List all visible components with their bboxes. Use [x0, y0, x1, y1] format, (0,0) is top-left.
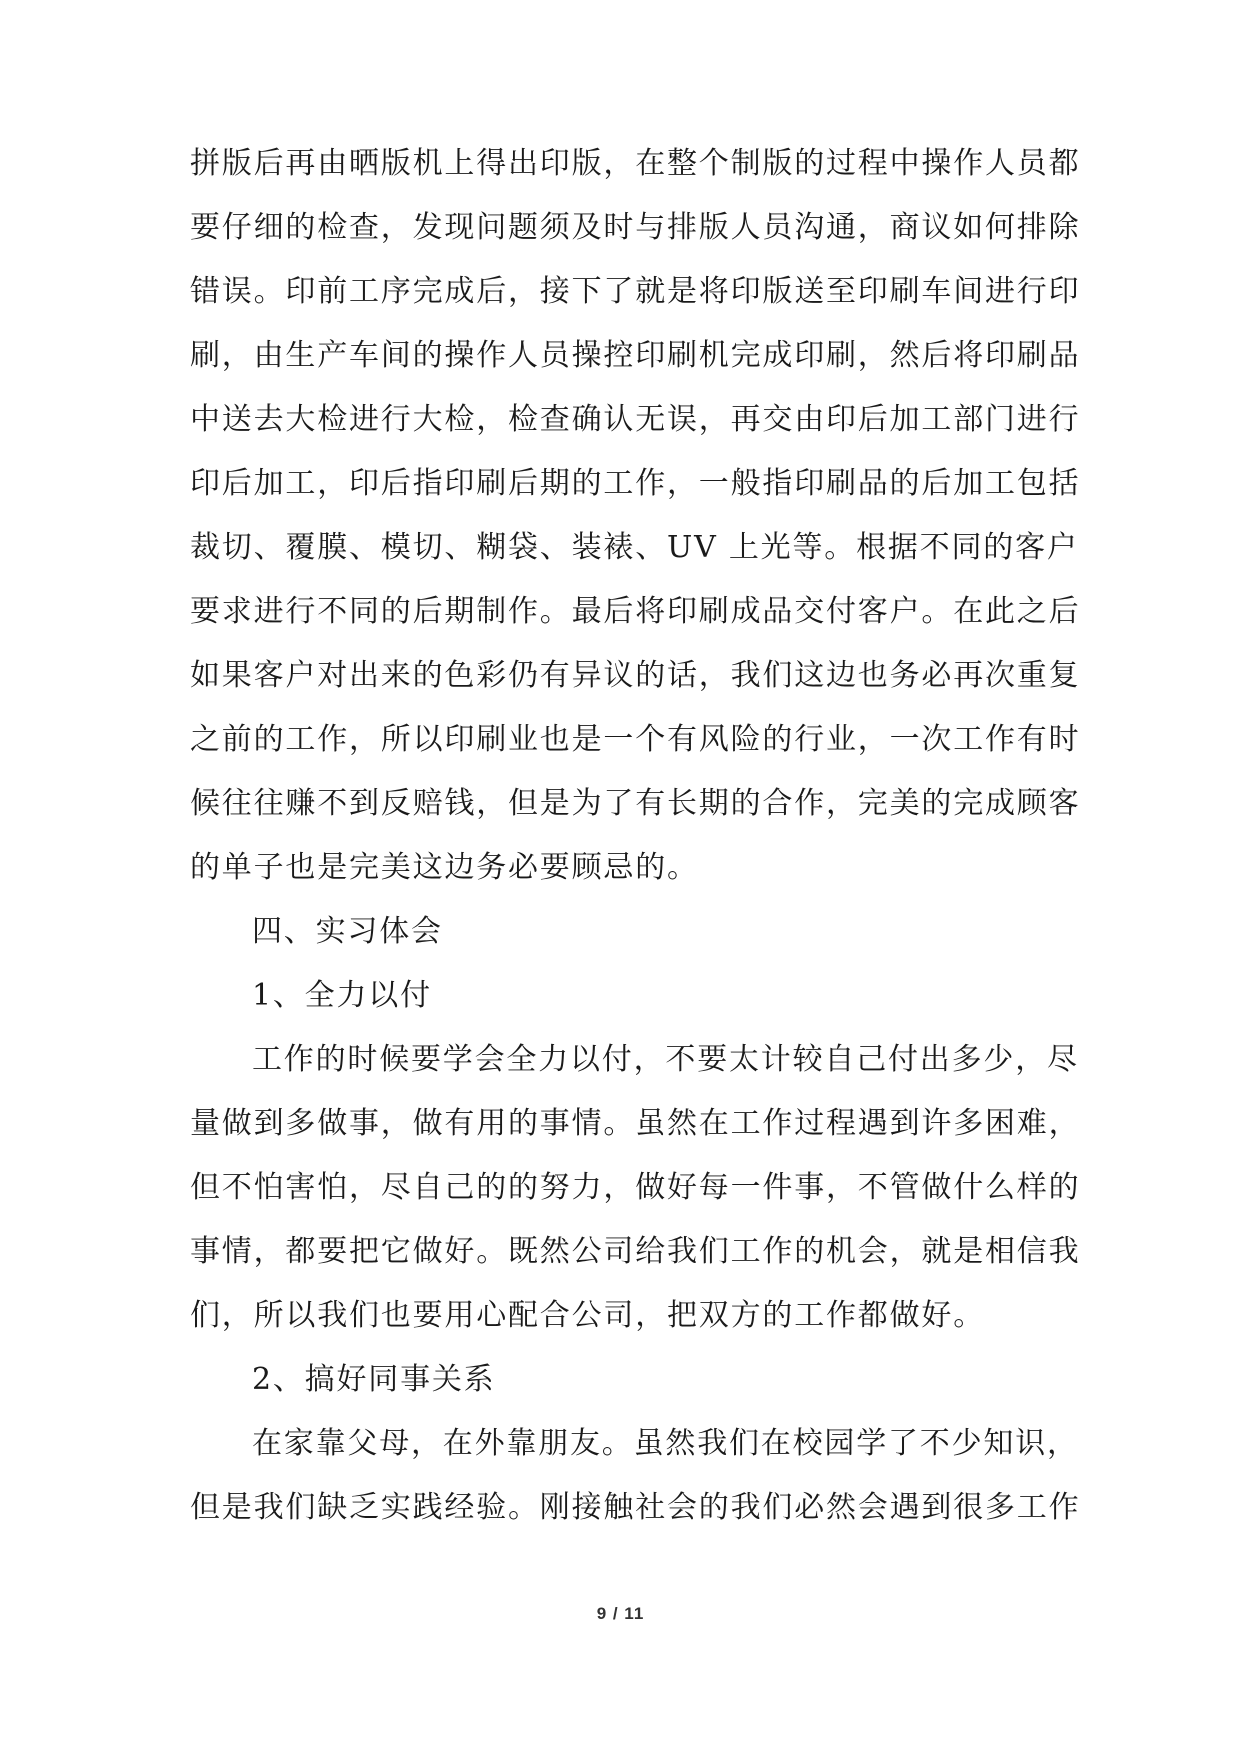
text-line-17: 但不怕害怕，尽自己的的努力，做好每一件事，不管做什么样的 [190, 1170, 1081, 1205]
text-line-8: 要求进行不同的后期制作。最后将印刷成品交付客户。在此之后 [190, 594, 1081, 629]
text-line-7: 裁切、覆膜、模切、糊袋、装裱、UV 上光等。根据不同的客户 [190, 530, 1079, 565]
text-line-3: 错误。印前工序完成后，接下了就是将印版送至印刷车间进行印 [190, 274, 1081, 309]
text-line-15: 工作的时候要学会全力以付，不要太计较自己付出多少，尽 [252, 1042, 1079, 1077]
text-line-21: 在家靠父母，在外靠朋友。虽然我们在校园学了不少知识， [252, 1426, 1079, 1461]
text-line-2: 要仔细的检查，发现问题须及时与排版人员沟通，商议如何排除 [190, 210, 1081, 245]
section-heading: 四、实习体会 [252, 914, 443, 949]
text-line-9: 如果客户对出来的色彩仍有异议的话，我们这边也务必再次重复 [190, 658, 1081, 693]
text-line-10: 之前的工作，所以印刷业也是一个有风险的行业，一次工作有时 [190, 722, 1081, 757]
text-line-19: 们，所以我们也要用心配合公司，把双方的工作都做好。 [190, 1298, 985, 1333]
subsection-heading-1: 1、全力以付 [252, 978, 432, 1013]
text-line-4: 刷，由生产车间的操作人员操控印刷机完成印刷，然后将印刷品 [190, 338, 1081, 373]
text-line-16: 量做到多做事，做有用的事情。虽然在工作过程遇到许多困难， [190, 1106, 1081, 1141]
text-line-11: 候往往赚不到反赔钱，但是为了有长期的合作，完美的完成顾客 [190, 786, 1081, 821]
text-line-6: 印后加工，印后指印刷后期的工作，一般指印刷品的后加工包括 [190, 466, 1081, 501]
text-line-22: 但是我们缺乏实践经验。刚接触社会的我们必然会遇到很多工作 [190, 1490, 1081, 1525]
text-line-12: 的单子也是完美这边务必要顾忌的。 [190, 850, 699, 885]
subsection-heading-2: 2、搞好同事关系 [252, 1362, 496, 1397]
text-line-5: 中送去大检进行大检，检查确认无误，再交由印后加工部门进行 [190, 402, 1081, 437]
text-line-18: 事情，都要把它做好。既然公司给我们工作的机会，就是相信我 [190, 1234, 1081, 1269]
text-line-1: 拼版后再由晒版机上得出印版，在整个制版的过程中操作人员都 [190, 146, 1081, 181]
page-number: 9 / 11 [596, 1604, 645, 1623]
